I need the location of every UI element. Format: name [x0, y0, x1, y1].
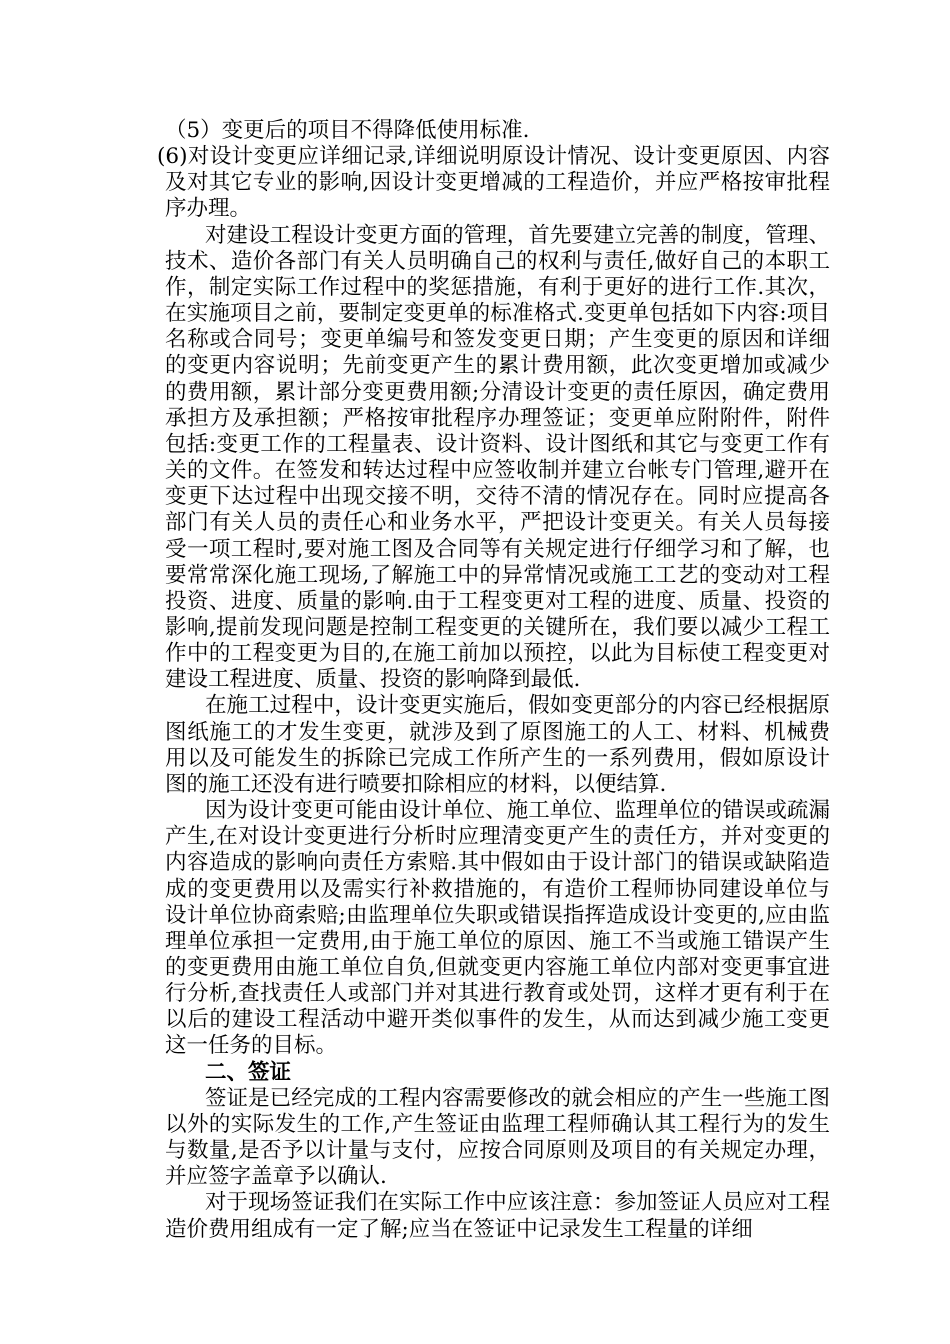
paragraph-site-visa-notes: 对于现场签证我们在实际工作中应该注意：参加签证人员应对工程造价费用组成有一定了解;应当在签证中记录发生工程量的详细: [165, 1190, 830, 1242]
document-body: [157, 118, 830, 1243]
paragraph-visa-definition: 签证是已经完成的工程内容需要修改的就会相应的产生一些施工图以外的实际发生的工作,产生签证由监理工程师确认其工程行为的发生与数量,是否予以计量与支付，应按合同原则及项目的有关规定办理，并应签字盖章予以确认.: [165, 1085, 830, 1190]
paragraph-design-change-management: 对建设工程设计变更方面的管理，首先要建立完善的制度，管理、技术、造价各部门有关人员明确自己的权利与责任,做好自己的本职工作，制定实际工作过程中的奖惩措施，有利于更好的进行工作.其次，在实施项目之前，要制定变更单的标准格式.变更单包括如下内容:项目名称或合同号；变更单编号和签发变更日期；产生变更的原因和详细的变更内容说明；先前变更产生的累计费用额，此次变更增加或减少的费用额，累计部分变更费用额;分清设计变更的责任原因，确定费用承担方及承担额；严格按审批程序办理签证；变更单应附附件，附件包括:变更工作的工程量表、设计资料、设计图纸和其它与变更工作有关的文件。在签发和转达过程中应签收制并建立台帐专门管理,避开在变更下达过程中出现交接不明，交待不清的情况存在。同时应提高各部门有关人员的责任心和业务水平，严把设计变更关。有关人员每接受一项工程时,要对施工图及合同等有关规定进行仔细学习和了解，也要常常深化施工现场,了解施工中的异常情况或施工工艺的变动对工程投资、进度、质量的影响.由于工程变更对工程的进度、质量、投资的影响,提前发现问题是控制工程变更的关键所在，我们要以减少工程工作中的工程变更为目的,在施工前加以预控，以此为目标使工程变更对建设工程进度、质量、投资的影响降到最低.: [165, 222, 830, 693]
list-item-5: （5）变更后的项目不得降低使用标准.: [165, 118, 530, 143]
paragraph-responsibility-claims: 因为设计变更可能由设计单位、施工单位、监理单位的错误或疏漏产生,在对设计变更进行分析时应理清变更产生的责任方，并对变更的内容造成的影响向责任方索赔.其中假如由于设计部门的错误或缺陷造成的变更费用以及需实行补救措施的，有造价工程师协同建设单位与设计单位协商索赔;由监理单位失职或错误指挥造成设计变更的,应由监理单位承担一定费用,由于施工单位的原因、施工不当或施工错误产生的变更费用由施工单位自负,但就变更内容施工单位内部对变更事宜进行分析,查找责任人或部门并对其进行教育或处罚，这样才更有利于在以后的建设工程活动中避开类似事件的发生，从而达到减少施工变更这一任务的目标。: [165, 798, 830, 1059]
section-heading-visa: 二、签证: [205, 1059, 292, 1085]
paragraph-construction-process: 在施工过程中，设计变更实施后，假如变更部分的内容已经根据原图纸施工的才发生变更，就涉及到了原图施工的人工、材料、机械费用以及可能发生的拆除已完成工作所产生的一系列费用，假如原设计图的施工还没有进行喷要扣除相应的材料，以便结算.: [165, 693, 830, 797]
list-item-6: (6)对设计变更应详细记录,详细说明原设计情况、设计变更原因、内容及对其它专业的影响,因设计变更增减的工程造价，并应严格按审批程序办理。: [157, 144, 830, 222]
